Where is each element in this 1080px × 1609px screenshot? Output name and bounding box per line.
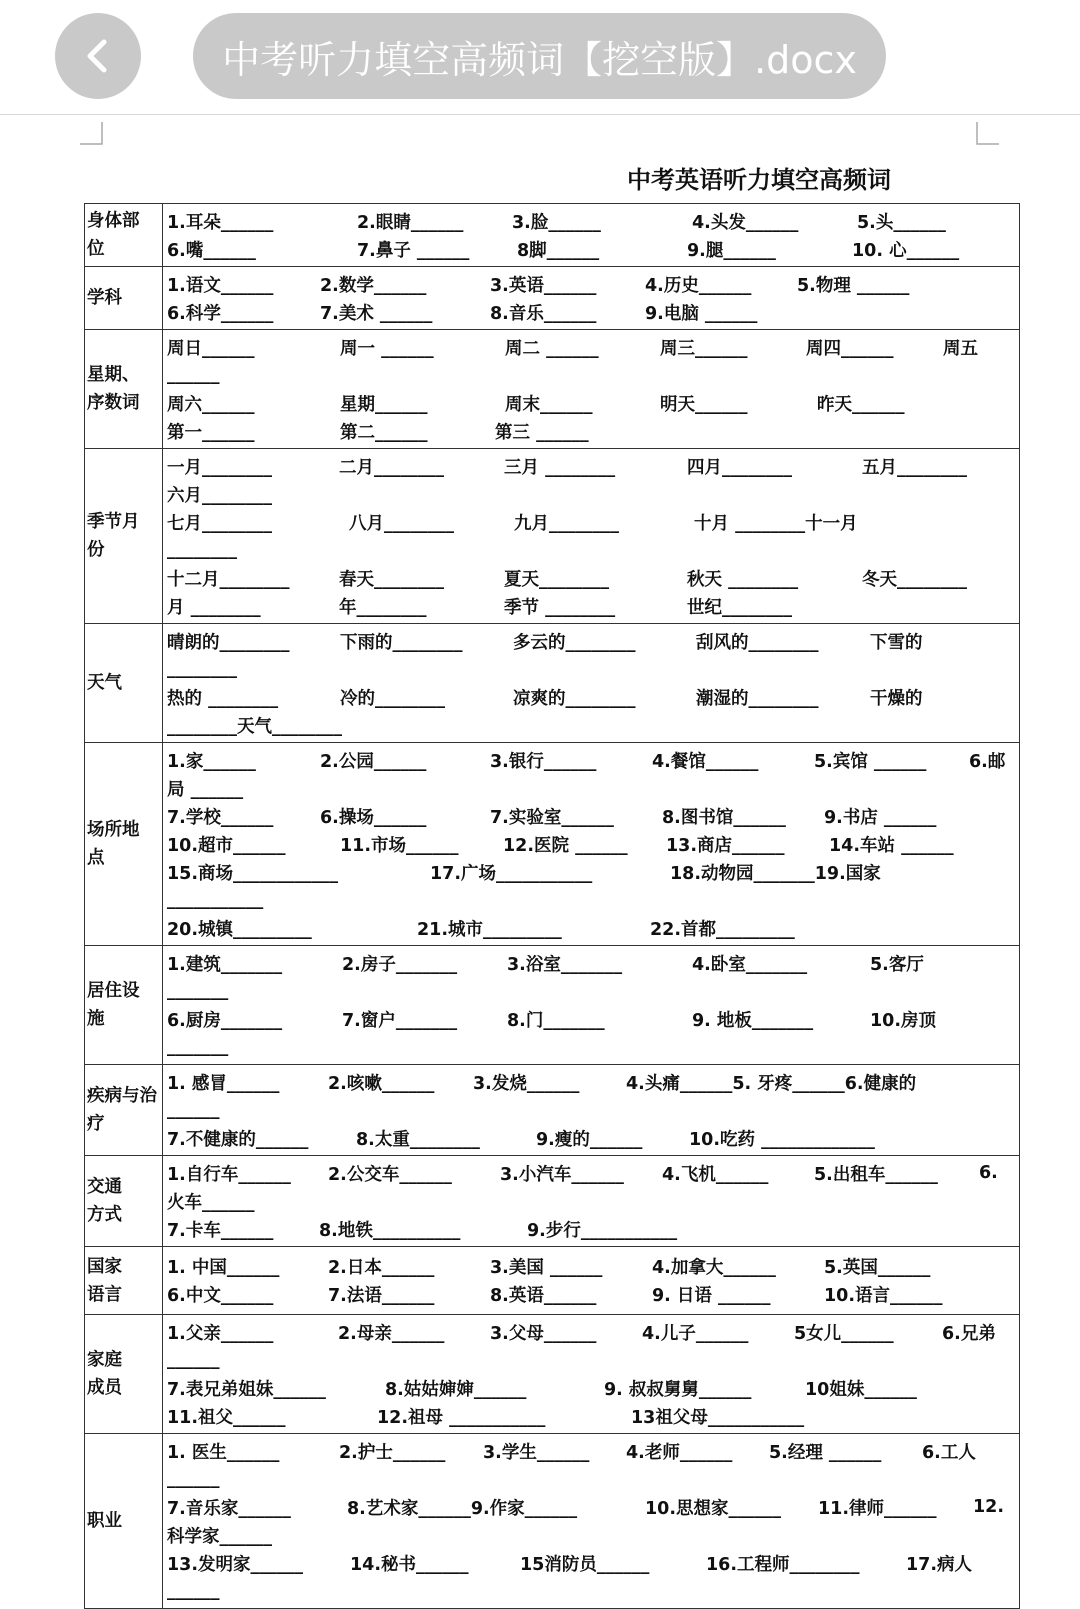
- vocab-cell: [163, 267, 1020, 330]
- vocab-line: [167, 1493, 1015, 1521]
- vocab-item: 6.嘴______: [167, 240, 256, 261]
- vocab-item: 5.客厅: [870, 954, 924, 975]
- vocab-item: 潮湿的________: [696, 688, 819, 709]
- vocab-item: 9. 地板_______: [692, 1010, 814, 1031]
- vocab-line: [167, 1346, 1015, 1374]
- category-cell: [85, 743, 163, 946]
- vocab-item: 9.步行___________: [527, 1220, 678, 1241]
- vocab-item: 10.房顶: [870, 1010, 937, 1031]
- vocab-line: [167, 1033, 1015, 1061]
- vocab-line: [167, 417, 1015, 445]
- vocab-item: 11.市场______: [340, 835, 459, 856]
- vocab-item: _______: [167, 1037, 229, 1057]
- vocab-item: 4.历史______: [645, 275, 752, 296]
- vocab-item: _______: [167, 981, 229, 1001]
- vocab-item: 6.邮: [969, 751, 1006, 772]
- vocab-line: [167, 235, 1015, 263]
- vocab-item: 周二 ______: [505, 338, 599, 359]
- vocab-line: [167, 774, 1015, 802]
- vocab-cell: [163, 1065, 1020, 1156]
- vocab-item: 多云的________: [513, 632, 636, 653]
- vocab-item: 2.日本______: [328, 1258, 435, 1278]
- vocab-item: 9.腿______: [687, 240, 776, 261]
- vocab-item: 五月________: [862, 457, 967, 478]
- vocab-item: 热的 ________: [167, 688, 279, 709]
- table-row: [85, 1247, 1020, 1315]
- vocab-item: 2.公园______: [320, 751, 427, 772]
- vocab-item: 1.耳朵______: [167, 212, 274, 233]
- vocab-item: 第一______: [167, 422, 255, 443]
- vocab-item: 9. 叔叔舅舅______: [604, 1379, 752, 1400]
- vocab-item: 14.车站 ______: [829, 835, 954, 856]
- vocab-item: ________: [167, 540, 237, 560]
- vocab-item: ___________: [167, 890, 264, 910]
- vocab-line: [167, 592, 1015, 620]
- category-label: 学科: [87, 288, 122, 308]
- vocab-item: 9.书店 ______: [824, 807, 937, 828]
- vocab-item: 13祖父母___________: [631, 1407, 805, 1428]
- category-cell: [85, 267, 163, 330]
- vocab-item: 22.首都_________: [650, 919, 795, 940]
- vocab-item: 凉爽的________: [513, 688, 636, 709]
- vocab-item: 5女儿______: [794, 1323, 894, 1344]
- vocab-item: 晴朗的________: [167, 632, 290, 653]
- vocab-item: 10.思想家______: [645, 1498, 782, 1519]
- vocab-line: [167, 1281, 1015, 1309]
- vocab-item: 1.语文______: [167, 275, 274, 296]
- vocab-item: 12.祖母 ___________: [377, 1407, 546, 1428]
- vocab-item: 十月 ________十一月: [694, 513, 858, 534]
- vocab-item: 9. 日语 ______: [652, 1286, 771, 1306]
- vocab-item: 月 ________: [167, 597, 261, 618]
- vocab-item: 8.音乐______: [490, 303, 597, 324]
- vocab-line: [167, 452, 1015, 480]
- vocab-item: 17.病人: [906, 1554, 973, 1575]
- category-label: 居住设 施: [87, 981, 140, 1029]
- vocab-item: 8.门_______: [507, 1010, 605, 1031]
- table-row: [85, 1315, 1020, 1434]
- category-label: 职业: [87, 1511, 122, 1531]
- vocab-item: 二月________: [339, 457, 444, 478]
- vocab-item: 年________: [339, 597, 427, 618]
- vocab-item: 6.厨房_______: [167, 1010, 283, 1031]
- vocab-item: 8.地铁__________: [319, 1220, 461, 1241]
- vocab-line: [167, 1215, 1015, 1243]
- vocab-item: 7.卡车______: [167, 1220, 274, 1241]
- vocab-line: [167, 1374, 1015, 1402]
- vocab-item: 2.护士______: [339, 1442, 446, 1463]
- vocab-item: 8.姑姑婶婶______: [385, 1379, 527, 1400]
- table-row: [85, 1156, 1020, 1247]
- vocab-cell: [163, 1434, 1020, 1609]
- category-cell: [85, 946, 163, 1065]
- vocab-item: 21.城市_________: [417, 919, 562, 940]
- vocab-line: [167, 1549, 1015, 1577]
- vocab-item: 10.超市______: [167, 835, 286, 856]
- category-label: 家庭 成员: [87, 1350, 122, 1398]
- category-cell: [85, 330, 163, 449]
- vocab-item: 第三 ______: [495, 422, 589, 443]
- vocab-line: [167, 536, 1015, 564]
- vocab-item: 1. 医生______: [167, 1442, 280, 1463]
- vocab-item: 7.音乐家______: [167, 1498, 291, 1519]
- vocab-cell: [163, 204, 1020, 267]
- vocab-item: ________天气________: [167, 716, 342, 737]
- vocab-line: [167, 361, 1015, 389]
- vocab-item: 一月________: [167, 457, 272, 478]
- vocab-line: [167, 914, 1015, 942]
- vocab-item: 5.头______: [857, 212, 946, 233]
- vocab-line: [167, 711, 1015, 739]
- vocab-item: 10.吃药 _____________: [689, 1129, 875, 1150]
- vocab-item: 1. 感冒______: [167, 1073, 280, 1094]
- table-row: [85, 1434, 1020, 1609]
- vocab-item: 4.头发______: [692, 212, 799, 233]
- category-label: 场所地 点: [87, 820, 140, 868]
- vocab-item: 三月 ________: [504, 457, 616, 478]
- vocab-item: 18.动物园_______19.国家: [670, 863, 881, 884]
- vocab-cell: [163, 743, 1020, 946]
- vocab-item: 14.秘书______: [350, 1554, 469, 1575]
- page-corner-mark: [80, 122, 104, 146]
- vocab-item: 4.老师______: [626, 1442, 733, 1463]
- vocab-item: 周日______: [167, 338, 255, 359]
- vocab-item: 6.: [979, 1163, 998, 1183]
- vocab-line: [167, 1096, 1015, 1124]
- vocab-item: 1.父亲______: [167, 1323, 274, 1344]
- vocab-item: 13.商店______: [666, 835, 785, 856]
- vocab-item: 干燥的: [870, 688, 923, 709]
- vocab-item: 周四______: [806, 338, 894, 359]
- vocab-line: [167, 1005, 1015, 1033]
- vocab-item: 11.祖父______: [167, 1407, 286, 1428]
- category-cell: [85, 204, 163, 267]
- table-row: [85, 204, 1020, 267]
- vocab-item: 7.不健康的______: [167, 1129, 309, 1150]
- vocab-line: [167, 1402, 1015, 1430]
- vocab-line: [167, 1437, 1015, 1465]
- vocab-item: 4.飞机______: [662, 1164, 769, 1185]
- vocab-item: 第二______: [340, 422, 428, 443]
- vocab-item: 1. 中国______: [167, 1258, 280, 1278]
- vocab-item: 8脚______: [517, 240, 600, 261]
- category-cell: [85, 1247, 163, 1315]
- vocab-item: 3.学生______: [483, 1442, 590, 1463]
- table-row: [85, 267, 1020, 330]
- vocab-line: [167, 746, 1015, 774]
- vocab-item: 1.自行车______: [167, 1164, 291, 1185]
- vocab-line: [167, 270, 1015, 298]
- vocabulary-table: [84, 203, 1020, 1609]
- vocab-item: 七月________: [167, 513, 272, 534]
- vocab-item: 周六______: [167, 394, 255, 415]
- vocab-line: [167, 683, 1015, 711]
- vocab-item: 12.: [973, 1497, 1005, 1517]
- category-label: 星期、 序数词: [87, 365, 140, 413]
- vocab-item: 6.工人: [922, 1442, 976, 1463]
- vocab-item: 8.太重________: [356, 1129, 480, 1150]
- vocab-item: 7.学校______: [167, 807, 274, 828]
- vocab-item: 11.律师______: [818, 1498, 937, 1519]
- vocab-item: 六月________: [167, 485, 272, 506]
- vocab-line: [167, 655, 1015, 683]
- vocab-item: 3.脸______: [512, 212, 601, 233]
- vocab-item: 5.物理 ______: [797, 275, 910, 296]
- vocab-item: 火车______: [167, 1192, 255, 1213]
- vocab-cell: [163, 1247, 1020, 1315]
- vocab-item: ______: [167, 1469, 220, 1489]
- vocab-item: 明天______: [660, 394, 748, 415]
- vocab-item: 7.鼻子 ______: [357, 240, 470, 261]
- vocab-item: 四月________: [687, 457, 792, 478]
- category-label: 季节月 份: [87, 512, 140, 560]
- vocab-cell: [163, 330, 1020, 449]
- vocab-item: 7.表兄弟姐妹______: [167, 1379, 326, 1400]
- vocab-line: [167, 480, 1015, 508]
- category-label: 天气: [87, 673, 122, 693]
- vocab-line: [167, 1465, 1015, 1493]
- table-row: [85, 624, 1020, 743]
- vocab-item: 昨天______: [817, 394, 905, 415]
- vocab-item: 周一 ______: [340, 338, 434, 359]
- vocab-item: 4.加拿大______: [652, 1258, 776, 1278]
- category-cell: [85, 1434, 163, 1609]
- vocab-item: 下雪的: [870, 632, 923, 653]
- vocab-item: 10姐妹______: [805, 1379, 917, 1400]
- vocab-item: 5.英国______: [824, 1258, 931, 1278]
- vocab-item: 8.图书馆______: [662, 807, 786, 828]
- vocab-item: 8.艺术家______9.作家______: [347, 1498, 578, 1519]
- vocab-item: 1.家______: [167, 751, 256, 772]
- vocab-item: 3.美国 ______: [490, 1258, 603, 1278]
- vocab-item: 10.语言______: [824, 1286, 943, 1306]
- vocab-item: 3.银行______: [490, 751, 597, 772]
- vocab-item: 12.医院 ______: [503, 835, 628, 856]
- vocab-item: 冬天________: [862, 569, 967, 590]
- vocab-line: [167, 802, 1015, 830]
- vocab-item: 3.发烧______: [473, 1073, 580, 1094]
- vocab-item: ______: [167, 1581, 220, 1601]
- category-cell: [85, 624, 163, 743]
- vocab-item: 2.数学______: [320, 275, 427, 296]
- vocab-item: 15消防员______: [520, 1554, 650, 1575]
- vocab-line: [167, 1159, 1015, 1187]
- vocab-line: [167, 1521, 1015, 1549]
- vocab-item: 3.父母______: [490, 1323, 597, 1344]
- vocab-item: 5.宾馆 ______: [814, 751, 927, 772]
- vocab-line: [167, 1253, 1015, 1281]
- vocab-item: 6.科学______: [167, 303, 274, 324]
- vocab-line: [167, 830, 1015, 858]
- vocab-item: 20.城镇_________: [167, 919, 312, 940]
- table-row: [85, 1065, 1020, 1156]
- vocab-item: 2.眼睛______: [357, 212, 464, 233]
- file-title: 中考听力填空高频词【挖空版】.docx: [222, 37, 857, 82]
- vocab-item: 九月________: [514, 513, 619, 534]
- vocab-line: [167, 389, 1015, 417]
- vocab-line: [167, 1068, 1015, 1096]
- table-row: [85, 946, 1020, 1065]
- vocab-item: 十二月________: [167, 569, 290, 590]
- vocab-item: 星期______: [340, 394, 428, 415]
- category-label: 身体部 位: [87, 211, 140, 259]
- vocab-line: [167, 1187, 1015, 1215]
- vocab-item: 4.卧室_______: [692, 954, 808, 975]
- vocab-item: 2.公交车______: [328, 1164, 452, 1185]
- vocab-item: 16.工程师________: [706, 1554, 860, 1575]
- vocab-item: 1.建筑_______: [167, 954, 283, 975]
- vocab-cell: [163, 1315, 1020, 1434]
- vocab-item: 刮风的________: [696, 632, 819, 653]
- vocab-item: ________: [167, 659, 237, 679]
- vocab-item: 2.房子_______: [342, 954, 458, 975]
- vocab-cell: [163, 946, 1020, 1065]
- category-label: 国家 语言: [87, 1256, 122, 1305]
- vocab-item: 10. 心______: [852, 240, 960, 261]
- vocab-line: [167, 977, 1015, 1005]
- vocab-item: 6.中文______: [167, 1286, 274, 1306]
- category-cell: [85, 1065, 163, 1156]
- vocab-item: 6.兄弟: [942, 1323, 996, 1344]
- vocab-item: 6.操场______: [320, 807, 427, 828]
- vocab-item: 9.电脑 ______: [645, 303, 758, 324]
- vocab-item: 周五: [943, 338, 978, 359]
- vocab-line: [167, 1577, 1015, 1605]
- category-label: 交通 方式: [87, 1177, 122, 1225]
- category-cell: [85, 449, 163, 624]
- vocab-item: 7.美术 ______: [320, 303, 433, 324]
- chevron-left-icon: [78, 36, 118, 76]
- table-row: [85, 743, 1020, 946]
- vocab-item: 秋天 ________: [687, 569, 799, 590]
- vocab-item: 5.经理 ______: [769, 1442, 882, 1463]
- vocab-item: ______: [167, 1350, 220, 1370]
- vocab-item: 7.实验室______: [490, 807, 614, 828]
- vocab-item: 9.瘦的______: [536, 1129, 643, 1150]
- vocab-line: [167, 207, 1015, 235]
- category-label: 疾病与治 疗: [87, 1086, 157, 1134]
- vocab-item: 周三______: [660, 338, 748, 359]
- vocab-item: 春天________: [339, 569, 444, 590]
- vocab-item: 15.商场____________: [167, 863, 339, 884]
- vocab-item: 季节 ________: [504, 597, 616, 618]
- vocab-line: [167, 627, 1015, 655]
- vocab-item: 八月________: [349, 513, 454, 534]
- vocab-item: 4.儿子______: [642, 1323, 749, 1344]
- vocab-item: 科学家______: [167, 1526, 272, 1547]
- vocab-item: 局 ______: [167, 779, 244, 800]
- vocab-cell: [163, 449, 1020, 624]
- vocab-cell: [163, 1156, 1020, 1247]
- table-row: [85, 330, 1020, 449]
- vocab-item: 2.母亲______: [338, 1323, 445, 1344]
- vocab-line: [167, 1124, 1015, 1152]
- vocab-item: 7.法语______: [328, 1286, 435, 1306]
- vocab-line: [167, 949, 1015, 977]
- vocab-item: 夏天________: [504, 569, 609, 590]
- vocab-item: ______: [167, 365, 220, 385]
- vocab-item: 2.咳嗽______: [328, 1073, 435, 1094]
- vocab-line: [167, 508, 1015, 536]
- back-button[interactable]: [55, 13, 141, 99]
- vocab-item: 下雨的________: [340, 632, 463, 653]
- file-title-pill[interactable]: [193, 13, 886, 99]
- vocab-item: 13.发明家______: [167, 1554, 304, 1575]
- vocab-line: [167, 858, 1015, 886]
- top-bar: [0, 0, 1080, 115]
- vocab-line: [167, 333, 1015, 361]
- category-cell: [85, 1315, 163, 1434]
- vocab-item: 3.浴室_______: [507, 954, 623, 975]
- vocab-item: 5.出租车______: [814, 1164, 938, 1185]
- vocab-item: 周末______: [505, 394, 593, 415]
- table-row: [85, 449, 1020, 624]
- category-cell: [85, 1156, 163, 1247]
- vocab-item: 冷的________: [340, 688, 445, 709]
- vocab-item: 3.小汽车______: [500, 1164, 624, 1185]
- vocab-line: [167, 1318, 1015, 1346]
- vocab-item: 8.英语______: [490, 1286, 597, 1306]
- vocab-item: 4.餐馆______: [652, 751, 759, 772]
- vocab-item: 3.英语______: [490, 275, 597, 296]
- vocab-item: 4.头痛______5. 牙疼______6.健康的: [626, 1073, 917, 1094]
- vocab-line: [167, 886, 1015, 914]
- vocab-cell: [163, 624, 1020, 743]
- vocab-line: [167, 298, 1015, 326]
- document-title: 中考英语听力填空高频词: [627, 166, 891, 194]
- page-corner-mark: [975, 122, 999, 146]
- vocab-line: [167, 564, 1015, 592]
- vocab-item: 世纪________: [687, 597, 792, 618]
- vocab-item: ______: [167, 1100, 220, 1120]
- vocab-item: 17.广场___________: [430, 863, 593, 884]
- vocab-item: 7.窗户_______: [342, 1010, 458, 1031]
